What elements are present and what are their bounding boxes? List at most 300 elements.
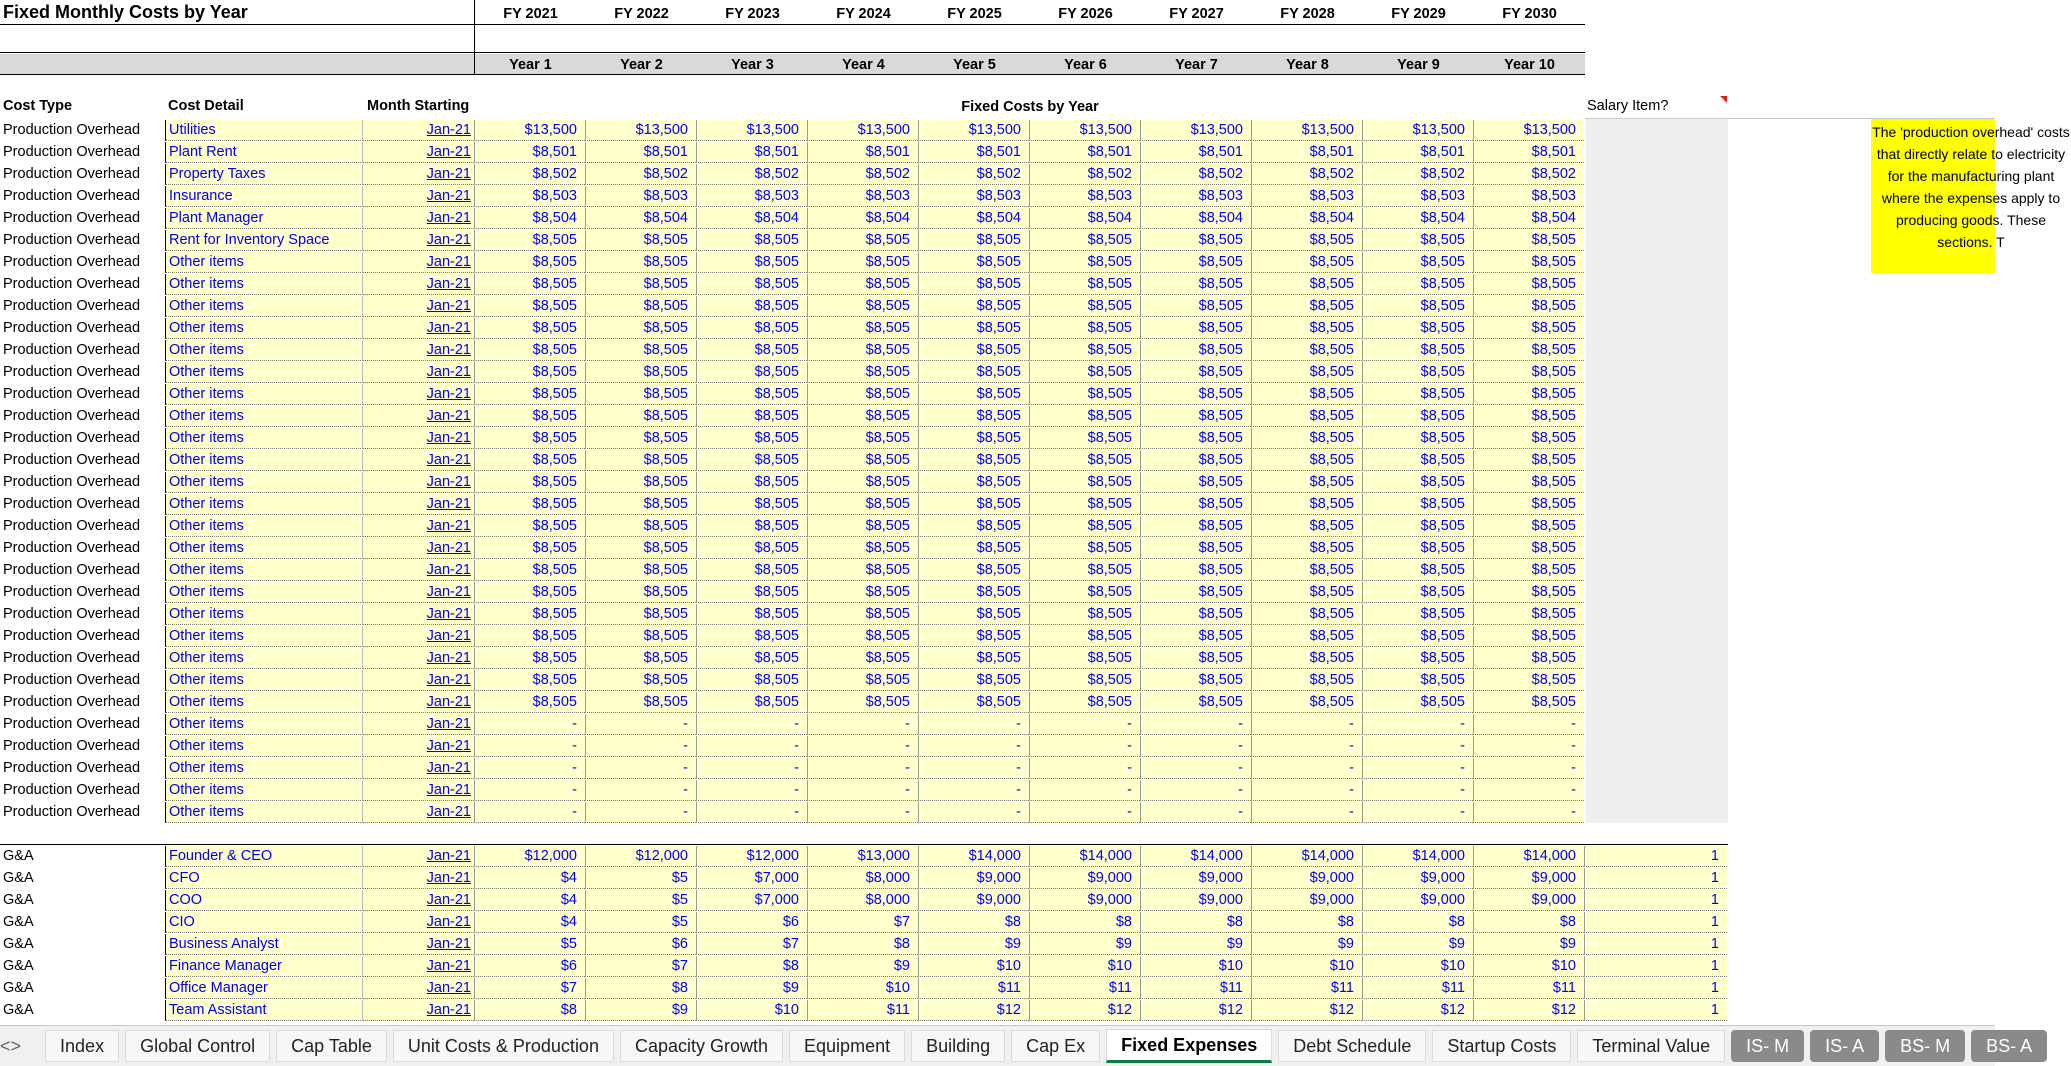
month-starting-cell[interactable]: Jan-21 (363, 604, 474, 625)
month-starting-cell[interactable]: Jan-21 (363, 362, 474, 383)
year-value-cell[interactable]: $8,505 (474, 692, 585, 713)
year-value-cell[interactable]: $8,505 (696, 670, 807, 691)
salary-item-cell[interactable] (1584, 186, 1727, 207)
year-value-cell[interactable]: $9,000 (1029, 890, 1140, 911)
year-value-cell[interactable]: $8,505 (1251, 582, 1362, 603)
month-starting-cell[interactable]: Jan-21 (363, 296, 474, 317)
salary-item-cell[interactable] (1584, 714, 1727, 735)
year-value-cell[interactable]: $8,505 (585, 384, 696, 405)
year-value-cell[interactable]: $8,505 (1140, 230, 1251, 251)
cost-detail-cell[interactable]: Other items (165, 516, 363, 537)
year-value-cell[interactable]: $8,501 (1473, 142, 1584, 163)
year-value-cell[interactable]: $8,503 (696, 186, 807, 207)
year-value-cell[interactable]: $8,505 (1251, 450, 1362, 471)
comment-indicator-icon[interactable] (1720, 96, 1727, 103)
month-starting-cell[interactable]: Jan-21 (363, 208, 474, 229)
year-value-cell[interactable]: - (1140, 758, 1251, 779)
cost-detail-cell[interactable]: Other items (165, 318, 363, 339)
year-value-cell[interactable]: $4 (474, 912, 585, 933)
year-value-cell[interactable]: $7,000 (696, 890, 807, 911)
year-value-cell[interactable]: $13,500 (696, 120, 807, 141)
year-value-cell[interactable]: $8,505 (918, 670, 1029, 691)
year-value-cell[interactable]: $8,505 (585, 406, 696, 427)
year-value-cell[interactable]: - (1251, 802, 1362, 823)
year-value-cell[interactable]: $8,505 (696, 648, 807, 669)
month-starting-cell[interactable]: Jan-21 (363, 890, 474, 911)
year-value-cell[interactable]: $8,505 (1140, 626, 1251, 647)
year-value-cell[interactable]: $8,501 (1029, 142, 1140, 163)
year-value-cell[interactable]: $8,504 (807, 208, 918, 229)
year-value-cell[interactable]: $8,505 (585, 252, 696, 273)
year-value-cell[interactable]: $8,505 (1140, 472, 1251, 493)
year-value-cell[interactable]: - (1140, 714, 1251, 735)
year-value-cell[interactable]: $8,505 (807, 384, 918, 405)
year-value-cell[interactable]: $8,505 (474, 494, 585, 515)
salary-item-cell[interactable] (1584, 164, 1727, 185)
year-value-cell[interactable]: $12 (1362, 1000, 1473, 1021)
year-value-cell[interactable]: $6 (696, 912, 807, 933)
year-value-cell[interactable]: $8,505 (1029, 494, 1140, 515)
year-value-cell[interactable]: - (474, 758, 585, 779)
year-value-cell[interactable]: $7,000 (696, 868, 807, 889)
year-value-cell[interactable]: $9,000 (1140, 890, 1251, 911)
year-value-cell[interactable]: $8,505 (1251, 318, 1362, 339)
year-value-cell[interactable]: $8,501 (696, 142, 807, 163)
year-value-cell[interactable]: $9,000 (1251, 868, 1362, 889)
month-starting-cell[interactable]: Jan-21 (363, 1000, 474, 1021)
salary-item-cell[interactable] (1584, 340, 1727, 361)
salary-item-cell[interactable]: 1 (1584, 934, 1727, 955)
year-value-cell[interactable]: $8,505 (585, 274, 696, 295)
cost-detail-cell[interactable]: Other items (165, 692, 363, 713)
cost-detail-cell[interactable]: Other items (165, 362, 363, 383)
year-value-cell[interactable]: $8,505 (918, 406, 1029, 427)
year-value-cell[interactable]: $8,505 (585, 516, 696, 537)
year-value-cell[interactable]: $8,505 (807, 230, 918, 251)
year-value-cell[interactable]: - (474, 714, 585, 735)
year-value-cell[interactable]: $8,503 (1251, 186, 1362, 207)
year-value-cell[interactable]: $8,505 (1473, 318, 1584, 339)
year-value-cell[interactable]: $8,505 (585, 362, 696, 383)
year-value-cell[interactable]: $8,505 (1362, 428, 1473, 449)
year-value-cell[interactable]: $8,505 (918, 362, 1029, 383)
month-starting-cell[interactable]: Jan-21 (363, 978, 474, 999)
year-value-cell[interactable]: $8,505 (1473, 252, 1584, 273)
cost-detail-cell[interactable]: Other items (165, 582, 363, 603)
salary-item-cell[interactable] (1584, 560, 1727, 581)
salary-item-cell[interactable] (1584, 604, 1727, 625)
year-value-cell[interactable]: $8,505 (696, 318, 807, 339)
cost-detail-cell[interactable]: Other items (165, 450, 363, 471)
year-value-cell[interactable]: $8,505 (1140, 538, 1251, 559)
year-value-cell[interactable]: - (696, 802, 807, 823)
salary-item-cell[interactable] (1584, 208, 1727, 229)
tab-capacity-growth[interactable]: Capacity Growth (620, 1030, 783, 1062)
year-value-cell[interactable]: $8,505 (918, 538, 1029, 559)
year-value-cell[interactable]: $8 (585, 978, 696, 999)
salary-item-cell[interactable]: 1 (1584, 956, 1727, 977)
year-value-cell[interactable]: $8,505 (1473, 450, 1584, 471)
year-value-cell[interactable]: $8,502 (1362, 164, 1473, 185)
year-value-cell[interactable]: $8,505 (1029, 274, 1140, 295)
year-value-cell[interactable]: $14,000 (918, 846, 1029, 867)
year-value-cell[interactable]: $8,000 (807, 890, 918, 911)
year-value-cell[interactable]: $13,500 (1029, 120, 1140, 141)
year-value-cell[interactable]: $8,505 (474, 626, 585, 647)
year-value-cell[interactable]: $8,505 (1473, 472, 1584, 493)
year-value-cell[interactable]: $8,505 (696, 384, 807, 405)
year-value-cell[interactable]: $8,505 (918, 230, 1029, 251)
salary-item-cell[interactable] (1584, 538, 1727, 559)
year-value-cell[interactable]: - (1029, 736, 1140, 757)
year-value-cell[interactable]: $8,505 (585, 538, 696, 559)
salary-item-cell[interactable]: 1 (1584, 868, 1727, 889)
year-value-cell[interactable]: $8,505 (1140, 604, 1251, 625)
year-value-cell[interactable]: $8,505 (1029, 516, 1140, 537)
salary-item-cell[interactable] (1584, 450, 1727, 471)
year-value-cell[interactable]: $8,505 (1473, 296, 1584, 317)
year-value-cell[interactable]: - (585, 736, 696, 757)
salary-item-cell[interactable] (1584, 692, 1727, 713)
year-value-cell[interactable]: $8,505 (585, 230, 696, 251)
year-value-cell[interactable]: $8,505 (1251, 296, 1362, 317)
year-value-cell[interactable]: $8,501 (474, 142, 585, 163)
year-value-cell[interactable]: $8,505 (1362, 472, 1473, 493)
month-starting-cell[interactable]: Jan-21 (363, 560, 474, 581)
year-value-cell[interactable]: $8,505 (1473, 406, 1584, 427)
year-value-cell[interactable]: $8,505 (807, 648, 918, 669)
month-starting-cell[interactable]: Jan-21 (363, 428, 474, 449)
month-starting-cell[interactable]: Jan-21 (363, 692, 474, 713)
cost-detail-cell[interactable]: Plant Manager (165, 208, 363, 229)
year-value-cell[interactable]: $8,505 (1251, 230, 1362, 251)
year-value-cell[interactable]: $12,000 (474, 846, 585, 867)
year-value-cell[interactable]: $8,505 (807, 604, 918, 625)
year-value-cell[interactable]: $8,505 (1362, 274, 1473, 295)
year-value-cell[interactable]: - (585, 714, 696, 735)
year-value-cell[interactable]: $8,505 (1029, 296, 1140, 317)
year-value-cell[interactable]: $8,505 (474, 648, 585, 669)
year-value-cell[interactable]: $8,505 (696, 472, 807, 493)
year-value-cell[interactable]: $8,505 (1251, 516, 1362, 537)
year-value-cell[interactable]: $14,000 (1362, 846, 1473, 867)
month-starting-cell[interactable]: Jan-21 (363, 384, 474, 405)
year-value-cell[interactable]: - (1362, 714, 1473, 735)
year-value-cell[interactable]: $9 (918, 934, 1029, 955)
year-value-cell[interactable]: $8,502 (474, 164, 585, 185)
year-value-cell[interactable]: $9,000 (1029, 868, 1140, 889)
month-starting-cell[interactable]: Jan-21 (363, 450, 474, 471)
cost-detail-cell[interactable]: Other items (165, 252, 363, 273)
year-value-cell[interactable]: $8,505 (585, 692, 696, 713)
cost-detail-cell[interactable]: Insurance (165, 186, 363, 207)
year-value-cell[interactable]: $8,505 (807, 626, 918, 647)
year-value-cell[interactable]: $9,000 (1140, 868, 1251, 889)
year-value-cell[interactable]: $8,504 (474, 208, 585, 229)
year-value-cell[interactable]: $8,505 (1029, 406, 1140, 427)
year-value-cell[interactable]: $8,505 (1029, 384, 1140, 405)
year-value-cell[interactable]: $8,505 (696, 516, 807, 537)
year-value-cell[interactable]: - (1251, 714, 1362, 735)
year-value-cell[interactable]: $12,000 (585, 846, 696, 867)
year-value-cell[interactable]: - (1140, 780, 1251, 801)
salary-item-cell[interactable] (1584, 406, 1727, 427)
comment-note[interactable] (1871, 119, 2070, 273)
year-value-cell[interactable]: $8,505 (918, 384, 1029, 405)
year-value-cell[interactable]: $11 (1029, 978, 1140, 999)
year-value-cell[interactable]: $8,505 (807, 670, 918, 691)
year-value-cell[interactable]: $9,000 (1473, 890, 1584, 911)
year-value-cell[interactable]: $8,505 (1473, 692, 1584, 713)
month-starting-cell[interactable]: Jan-21 (363, 648, 474, 669)
year-value-cell[interactable]: $11 (807, 1000, 918, 1021)
year-value-cell[interactable]: $8,502 (918, 164, 1029, 185)
year-value-cell[interactable]: - (1362, 758, 1473, 779)
year-value-cell[interactable]: $8,504 (585, 208, 696, 229)
year-value-cell[interactable]: $8,502 (1029, 164, 1140, 185)
year-value-cell[interactable]: $8,505 (1362, 538, 1473, 559)
year-value-cell[interactable]: $8,505 (918, 560, 1029, 581)
year-value-cell[interactable]: $8,505 (474, 538, 585, 559)
year-value-cell[interactable]: $8,503 (918, 186, 1029, 207)
year-value-cell[interactable]: $8,505 (1140, 340, 1251, 361)
year-value-cell[interactable]: $8,505 (585, 296, 696, 317)
month-starting-cell[interactable]: Jan-21 (363, 780, 474, 801)
year-value-cell[interactable]: $8,505 (1362, 296, 1473, 317)
year-value-cell[interactable]: $8,505 (1362, 362, 1473, 383)
year-value-cell[interactable]: $8,505 (585, 626, 696, 647)
cost-detail-cell[interactable]: Other items (165, 758, 363, 779)
year-value-cell[interactable]: $8,505 (585, 428, 696, 449)
year-value-cell[interactable]: $6 (585, 934, 696, 955)
salary-item-cell[interactable]: 1 (1584, 890, 1727, 911)
salary-item-cell[interactable] (1584, 362, 1727, 383)
year-value-cell[interactable]: $10 (1251, 956, 1362, 977)
cost-detail-cell[interactable]: CIO (165, 912, 363, 933)
year-value-cell[interactable]: $8,505 (1362, 670, 1473, 691)
year-value-cell[interactable]: $8,505 (474, 516, 585, 537)
year-value-cell[interactable]: $8,502 (1251, 164, 1362, 185)
year-value-cell[interactable]: $8,504 (1140, 208, 1251, 229)
year-value-cell[interactable]: $8,505 (1251, 604, 1362, 625)
year-value-cell[interactable]: $8 (807, 934, 918, 955)
cost-detail-cell[interactable]: Other items (165, 406, 363, 427)
year-value-cell[interactable]: - (807, 780, 918, 801)
year-value-cell[interactable]: $8,505 (474, 318, 585, 339)
year-value-cell[interactable]: $8,505 (807, 362, 918, 383)
year-value-cell[interactable]: $8,505 (1362, 516, 1473, 537)
year-value-cell[interactable]: - (1029, 802, 1140, 823)
salary-item-cell[interactable] (1584, 120, 1727, 141)
year-value-cell[interactable]: $10 (1362, 956, 1473, 977)
tab-cap-ex[interactable]: Cap Ex (1011, 1030, 1100, 1062)
cost-detail-cell[interactable]: Other items (165, 780, 363, 801)
year-value-cell[interactable]: $8,505 (1251, 406, 1362, 427)
year-value-cell[interactable]: $8,505 (807, 582, 918, 603)
year-value-cell[interactable]: $8,505 (585, 450, 696, 471)
year-value-cell[interactable]: $8,504 (1362, 208, 1473, 229)
year-value-cell[interactable]: - (1029, 758, 1140, 779)
year-value-cell[interactable]: $8,505 (1140, 362, 1251, 383)
year-value-cell[interactable]: $11 (1251, 978, 1362, 999)
year-value-cell[interactable]: $8,505 (585, 560, 696, 581)
year-value-cell[interactable]: - (474, 802, 585, 823)
year-value-cell[interactable]: $8,505 (1251, 494, 1362, 515)
year-value-cell[interactable]: $8,501 (1362, 142, 1473, 163)
year-value-cell[interactable]: $8,505 (918, 450, 1029, 471)
tab-is-a[interactable]: IS- A (1810, 1030, 1879, 1062)
year-value-cell[interactable]: $8,505 (807, 406, 918, 427)
year-value-cell[interactable]: - (1140, 802, 1251, 823)
year-value-cell[interactable]: $8,505 (807, 472, 918, 493)
year-value-cell[interactable]: $9,000 (1473, 868, 1584, 889)
year-value-cell[interactable]: $8,505 (585, 494, 696, 515)
year-value-cell[interactable]: $8,505 (1251, 670, 1362, 691)
cost-detail-cell[interactable]: Other items (165, 626, 363, 647)
year-value-cell[interactable]: $8,505 (696, 560, 807, 581)
month-starting-cell[interactable]: Jan-21 (363, 736, 474, 757)
year-value-cell[interactable]: $8,505 (1473, 362, 1584, 383)
year-value-cell[interactable]: $9 (1029, 934, 1140, 955)
cost-detail-cell[interactable]: Other items (165, 428, 363, 449)
year-value-cell[interactable]: $8,505 (1029, 428, 1140, 449)
year-value-cell[interactable]: $9 (1362, 934, 1473, 955)
year-value-cell[interactable]: $8,505 (918, 472, 1029, 493)
year-value-cell[interactable]: $13,500 (1362, 120, 1473, 141)
year-value-cell[interactable]: $8,505 (1362, 626, 1473, 647)
year-value-cell[interactable]: $8,504 (1473, 208, 1584, 229)
year-value-cell[interactable]: $8,505 (1140, 428, 1251, 449)
year-value-cell[interactable]: $8,505 (1473, 670, 1584, 691)
year-value-cell[interactable]: $8,505 (1362, 340, 1473, 361)
year-value-cell[interactable]: $13,500 (918, 120, 1029, 141)
year-value-cell[interactable]: $8,505 (1140, 274, 1251, 295)
cost-detail-cell[interactable]: CFO (165, 868, 363, 889)
year-value-cell[interactable]: $8,505 (1251, 472, 1362, 493)
salary-item-cell[interactable] (1584, 516, 1727, 537)
year-value-cell[interactable]: $8,505 (1473, 340, 1584, 361)
year-value-cell[interactable]: $8,505 (696, 296, 807, 317)
year-value-cell[interactable]: $8,503 (1140, 186, 1251, 207)
salary-item-cell[interactable] (1584, 626, 1727, 647)
year-value-cell[interactable]: $8,505 (1251, 560, 1362, 581)
year-value-cell[interactable]: $5 (585, 890, 696, 911)
year-value-cell[interactable]: $8,505 (474, 406, 585, 427)
year-value-cell[interactable]: $8,505 (1251, 428, 1362, 449)
month-starting-cell[interactable]: Jan-21 (363, 670, 474, 691)
year-value-cell[interactable]: - (1029, 780, 1140, 801)
year-value-cell[interactable]: $8,505 (474, 670, 585, 691)
year-value-cell[interactable]: $8,505 (807, 516, 918, 537)
year-value-cell[interactable]: $8,505 (918, 494, 1029, 515)
cost-detail-cell[interactable]: Finance Manager (165, 956, 363, 977)
year-value-cell[interactable]: $9 (807, 956, 918, 977)
cost-detail-cell[interactable]: Other items (165, 274, 363, 295)
year-value-cell[interactable]: $8 (1140, 912, 1251, 933)
year-value-cell[interactable]: - (1140, 736, 1251, 757)
salary-item-cell[interactable] (1584, 582, 1727, 603)
year-value-cell[interactable]: $4 (474, 890, 585, 911)
year-value-cell[interactable]: $8,505 (1362, 560, 1473, 581)
cost-detail-cell[interactable]: Other items (165, 802, 363, 823)
year-value-cell[interactable]: $8,505 (1140, 450, 1251, 471)
year-value-cell[interactable]: $8,505 (1029, 538, 1140, 559)
year-value-cell[interactable]: $9,000 (918, 868, 1029, 889)
year-value-cell[interactable]: $8,505 (696, 362, 807, 383)
year-value-cell[interactable]: $13,000 (807, 846, 918, 867)
year-value-cell[interactable]: $8,505 (1140, 384, 1251, 405)
year-value-cell[interactable]: $8,505 (807, 692, 918, 713)
year-value-cell[interactable]: $8,501 (807, 142, 918, 163)
year-value-cell[interactable]: $8 (1362, 912, 1473, 933)
salary-item-cell[interactable] (1584, 142, 1727, 163)
year-value-cell[interactable]: $8,505 (918, 340, 1029, 361)
year-value-cell[interactable]: $8,505 (1140, 648, 1251, 669)
year-value-cell[interactable]: $8,503 (585, 186, 696, 207)
year-value-cell[interactable]: $8,505 (696, 428, 807, 449)
year-value-cell[interactable]: $13,500 (807, 120, 918, 141)
year-value-cell[interactable]: $10 (1140, 956, 1251, 977)
year-value-cell[interactable]: $8 (1473, 912, 1584, 933)
year-value-cell[interactable]: $8,505 (918, 604, 1029, 625)
cost-detail-cell[interactable]: Other items (165, 560, 363, 581)
year-value-cell[interactable]: - (918, 714, 1029, 735)
year-value-cell[interactable]: $8,505 (474, 252, 585, 273)
cost-detail-cell[interactable]: Team Assistant (165, 1000, 363, 1021)
year-value-cell[interactable]: $12 (1251, 1000, 1362, 1021)
year-value-cell[interactable]: $9,000 (1362, 890, 1473, 911)
year-value-cell[interactable]: - (1473, 758, 1584, 779)
year-value-cell[interactable]: $8,505 (585, 472, 696, 493)
year-value-cell[interactable]: $8,502 (696, 164, 807, 185)
year-value-cell[interactable]: $8,505 (918, 318, 1029, 339)
year-value-cell[interactable]: $8,000 (807, 868, 918, 889)
year-value-cell[interactable]: $8,504 (696, 208, 807, 229)
salary-item-cell[interactable] (1584, 428, 1727, 449)
year-value-cell[interactable]: $7 (696, 934, 807, 955)
salary-item-cell[interactable] (1584, 274, 1727, 295)
tab-cap-table[interactable]: Cap Table (276, 1030, 387, 1062)
tab-is-m[interactable]: IS- M (1731, 1030, 1804, 1062)
salary-item-cell[interactable] (1584, 648, 1727, 669)
year-value-cell[interactable]: $8,505 (918, 296, 1029, 317)
year-value-cell[interactable]: $8 (1251, 912, 1362, 933)
salary-item-cell[interactable] (1584, 296, 1727, 317)
salary-item-cell[interactable] (1584, 802, 1727, 823)
month-starting-cell[interactable]: Jan-21 (363, 406, 474, 427)
year-value-cell[interactable]: $8,505 (474, 296, 585, 317)
year-value-cell[interactable]: $8,505 (696, 340, 807, 361)
year-value-cell[interactable]: - (474, 736, 585, 757)
year-value-cell[interactable]: $8,501 (1140, 142, 1251, 163)
month-starting-cell[interactable]: Jan-21 (363, 142, 474, 163)
year-value-cell[interactable]: $8,505 (1029, 450, 1140, 471)
year-value-cell[interactable]: $8,505 (1140, 670, 1251, 691)
year-value-cell[interactable]: $11 (1362, 978, 1473, 999)
year-value-cell[interactable]: $8,505 (585, 340, 696, 361)
year-value-cell[interactable]: - (1473, 802, 1584, 823)
salary-item-cell[interactable]: 1 (1584, 1000, 1727, 1021)
year-value-cell[interactable]: $5 (585, 868, 696, 889)
year-value-cell[interactable]: $8,505 (696, 252, 807, 273)
year-value-cell[interactable]: $8,505 (474, 472, 585, 493)
year-value-cell[interactable]: $8,504 (1029, 208, 1140, 229)
year-value-cell[interactable]: $12 (1473, 1000, 1584, 1021)
year-value-cell[interactable]: $8,505 (585, 670, 696, 691)
year-value-cell[interactable]: $9 (585, 1000, 696, 1021)
year-value-cell[interactable]: $7 (807, 912, 918, 933)
year-value-cell[interactable]: $8,505 (1029, 340, 1140, 361)
